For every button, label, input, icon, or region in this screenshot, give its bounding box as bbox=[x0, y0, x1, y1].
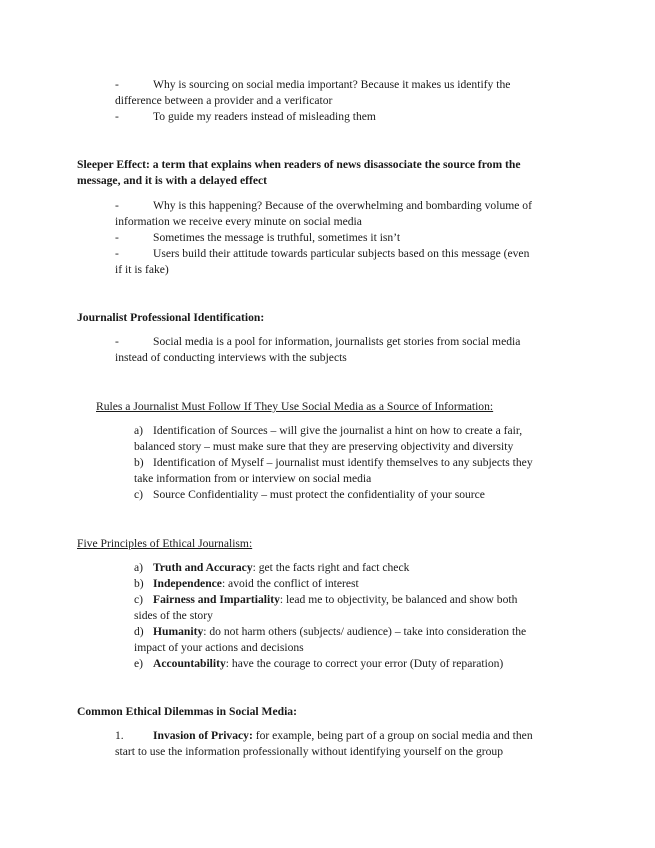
list-marker: c) bbox=[134, 593, 144, 606]
list-marker: e) bbox=[134, 657, 144, 670]
heading-line: message, and it is with a delayed effect bbox=[77, 174, 267, 187]
list-item bbox=[115, 109, 585, 125]
list-item bbox=[134, 592, 594, 624]
list-item-text-continued: sides of the story bbox=[134, 609, 213, 622]
list-item-text bbox=[153, 656, 503, 672]
list-item-text-continued: difference between a provider and a verificator bbox=[115, 94, 333, 107]
section-heading-journalist-identification: Journalist Professional Identification: bbox=[77, 311, 265, 324]
list-item bbox=[115, 334, 585, 366]
section-heading-dilemmas: Common Ethical Dilemmas in Social Media: bbox=[77, 705, 297, 718]
section-heading-principles: Five Principles of Ethical Journalism: bbox=[77, 537, 253, 550]
heading-line: Sleeper Effect: a term that explains when readers of news disassociate the source from the bbox=[77, 158, 521, 171]
definition: : do not harm others (subjects/ audience) – take into consideration the bbox=[203, 625, 527, 638]
bullet-marker: - bbox=[115, 199, 119, 212]
list-item-text-continued: information we receive every minute on social media bbox=[115, 215, 362, 228]
list-item bbox=[134, 576, 594, 592]
section-heading-rules: Rules a Journalist Must Follow If They Use Social Media as a Source of Information: bbox=[96, 400, 494, 413]
list-item bbox=[115, 728, 595, 760]
bullet-marker: - bbox=[115, 78, 119, 91]
list-marker: a) bbox=[134, 424, 144, 437]
term: Fairness and Impartiality bbox=[153, 593, 280, 606]
list-item-text: Identification of Sources – will give the journalist a hint on how to create a fair, bbox=[153, 424, 523, 437]
list-item-text: Why is this happening? Because of the overwhelming and bombarding volume of bbox=[153, 199, 532, 212]
list-marker: d) bbox=[134, 625, 144, 638]
list-item-text: Why is sourcing on social media important? Because it makes us identify the bbox=[153, 78, 511, 91]
bullet-marker: - bbox=[115, 247, 119, 260]
list-item-text: Users build their attitude towards particular subjects based on this message (even bbox=[153, 247, 530, 260]
list-item-text bbox=[153, 728, 533, 744]
list-item bbox=[134, 487, 594, 503]
list-item-text: Identification of Myself – journalist must identify themselves to any subjects they bbox=[153, 456, 533, 469]
definition: : get the facts right and fact check bbox=[252, 561, 410, 574]
definition: for example, being part of a group on social media and then bbox=[252, 729, 533, 742]
section-heading-sleeper-effect bbox=[77, 157, 597, 189]
list-item bbox=[115, 198, 585, 230]
list-item bbox=[115, 77, 585, 109]
list-marker: a) bbox=[134, 561, 144, 574]
bullet-marker: - bbox=[115, 110, 119, 123]
list-marker: c) bbox=[134, 488, 144, 501]
list-item-text bbox=[153, 592, 517, 608]
term: Invasion of Privacy: bbox=[153, 729, 253, 742]
list-item bbox=[134, 624, 594, 656]
list-marker: b) bbox=[134, 577, 144, 590]
list-item bbox=[115, 246, 585, 278]
list-item-text-continued: start to use the information professionally without identifying yourself on the group bbox=[115, 745, 503, 758]
list-item-text bbox=[153, 624, 526, 640]
list-item-text-continued: impact of your actions and decisions bbox=[134, 641, 304, 654]
term: Independence bbox=[153, 577, 222, 590]
list-item-text-continued: if it is fake) bbox=[115, 263, 169, 276]
definition: : avoid the conflict of interest bbox=[221, 577, 359, 590]
term: Accountability bbox=[153, 657, 226, 670]
list-marker: b) bbox=[134, 456, 144, 469]
list-marker: 1. bbox=[115, 729, 124, 742]
bullet-marker: - bbox=[115, 335, 119, 348]
list-item-text: Sometimes the message is truthful, sometimes it isn’t bbox=[153, 231, 401, 244]
list-item-text: To guide my readers instead of misleading them bbox=[153, 110, 376, 123]
bullet-marker: - bbox=[115, 231, 119, 244]
list-item bbox=[134, 560, 594, 576]
list-item-text-continued: instead of conducting interviews with the subjects bbox=[115, 351, 347, 364]
list-item-text bbox=[153, 576, 359, 592]
definition: : have the courage to correct your error (Duty of reparation) bbox=[225, 657, 504, 670]
definition: : lead me to objectivity, be balanced and show both bbox=[279, 593, 518, 606]
list-item bbox=[134, 423, 594, 455]
list-item-text-continued: take information from or interview on social media bbox=[134, 472, 372, 485]
term: Truth and Accuracy bbox=[153, 561, 253, 574]
term: Humanity bbox=[153, 625, 204, 638]
list-item bbox=[134, 656, 594, 672]
list-item bbox=[115, 230, 585, 246]
list-item-text-continued: balanced story – must make sure that they are preserving objectivity and diversity bbox=[134, 440, 514, 453]
list-item-text: Social media is a pool for information, journalists get stories from social media bbox=[153, 335, 521, 348]
list-item-text bbox=[153, 560, 409, 576]
list-item-text: Source Confidentiality – must protect the confidentiality of your source bbox=[153, 488, 485, 501]
list-item bbox=[134, 455, 594, 487]
